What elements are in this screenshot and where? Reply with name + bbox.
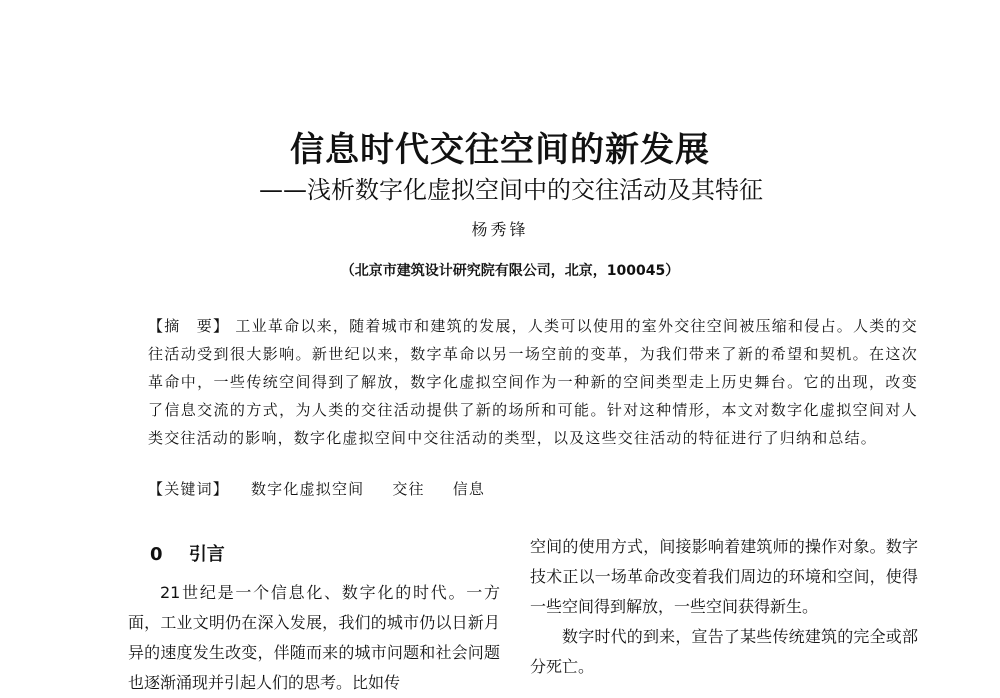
abstract-label: 【摘 要】	[148, 317, 230, 335]
section-title: 引言	[188, 544, 225, 565]
body-paragraph: 空间的使用方式，间接影响着建筑师的操作对象。数字技术正以一场革命改变着我们周边的环境和空间，使得一些空间得到解放，一些空间获得新生。	[530, 537, 918, 616]
keywords-label: 【关键词】	[148, 480, 230, 498]
keyword-item: 数字化虚拟空间	[250, 480, 365, 498]
keyword-item: 交往	[392, 480, 425, 498]
keywords-block	[148, 478, 918, 499]
body-paragraph: 数字时代的到来，宣告了某些传统建筑的完全或部分死亡。	[530, 627, 918, 676]
section-number: 0	[150, 544, 163, 565]
author-name: 杨秀锋	[471, 220, 529, 239]
body-column-left	[128, 578, 500, 698]
abstract-block	[148, 312, 918, 452]
body-column-right	[530, 532, 918, 682]
body-paragraph: 21世纪是一个信息化、数字化的时代。一方面，工业文明仍在深入发展，我们的城市仍以日新月异的速度发生改变，伴随而来的城市问题和社会问题也逐渐涌现并引起人们的思考。比如传	[128, 583, 500, 692]
author-affiliation: （北京市建筑设计研究院有限公司，北京，100045）	[340, 263, 680, 279]
abstract-text: 工业革命以来，随着城市和建筑的发展，人类可以使用的室外交往空间被压缩和侵占。人类的交往活动受到很大影响。新世纪以来，数字革命以另一场空前的变革，为我们带来了新的希望和契机。在这次革命中，一些传统空间得到了解放，数字化虚拟空间作为一种新的空间类型走上历史舞台。它的出现，改变了信息交流的方式，为人类的交往活动提供了新的场所和可能。针对这种情形，本文对数字化虚拟空间对人类交往活动的影响，数字化虚拟空间中交往活动的类型，以及这些交往活动的特征进行了归纳和总结。	[148, 317, 918, 447]
keyword-item: 信息	[452, 480, 486, 498]
paper-title: 信息时代交往空间的新发展	[290, 130, 710, 170]
section-heading	[150, 540, 225, 566]
paper-subtitle: ——浅析数字化虚拟空间中的交往活动及其特征	[259, 176, 763, 204]
